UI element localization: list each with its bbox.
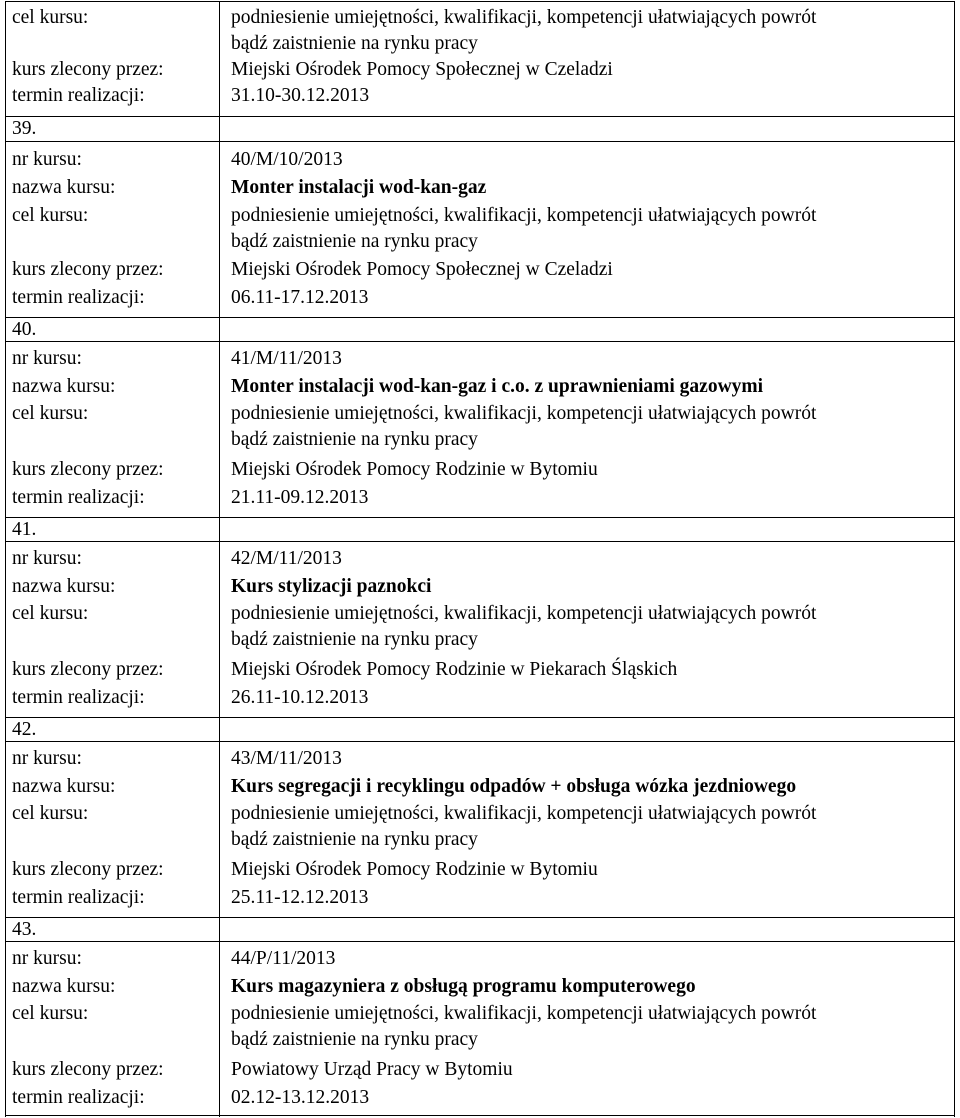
cel-value-line1: podniesienie umiejętności, kwalifikacji, kompetencji ułatwiających powrót bbox=[231, 205, 817, 226]
cel-value-line1: podniesienie umiejętności, kwalifikacji, kompetencji ułatwiających powrót bbox=[231, 403, 817, 424]
nazwa-label: nazwa kursu: bbox=[12, 177, 116, 198]
cel-value-line1: podniesienie umiejętności, kwalifikacji, kompetencji ułatwiających powrót bbox=[231, 603, 817, 624]
nazwa-value: Kurs segregacji i recyklingu odpadów + obsługa wózka jezdniowego bbox=[231, 776, 797, 797]
termin-label: termin realizacji: bbox=[12, 287, 145, 308]
course-number: 39. bbox=[12, 118, 37, 139]
termin-label: termin realizacji: bbox=[12, 687, 145, 708]
termin-label: termin realizacji: bbox=[12, 887, 145, 908]
cel-label: cel kursu: bbox=[12, 1003, 89, 1024]
termin-value: 21.11-09.12.2013 bbox=[231, 487, 369, 508]
table-border-right bbox=[954, 1, 955, 1117]
table-border-bottom bbox=[5, 1115, 955, 1116]
row-divider bbox=[5, 917, 955, 918]
table-border-left bbox=[5, 1, 6, 1117]
cel-label: cel kursu: bbox=[12, 7, 89, 28]
nazwa-value: Kurs magazyniera z obsługą programu komputerowego bbox=[231, 976, 696, 997]
row-divider bbox=[5, 341, 955, 342]
zlecony-value: Miejski Ośrodek Pomocy Rodzinie w Bytomiu bbox=[231, 459, 598, 480]
termin-value: 31.10-30.12.2013 bbox=[231, 85, 370, 106]
zlecony-label: kurs zlecony przez: bbox=[12, 659, 164, 680]
cel-label: cel kursu: bbox=[12, 403, 89, 424]
zlecony-value: Miejski Ośrodek Pomocy Społecznej w Czeladzi bbox=[231, 59, 613, 80]
zlecony-label: kurs zlecony przez: bbox=[12, 859, 164, 880]
course-number: 40. bbox=[12, 319, 37, 340]
course-number: 42. bbox=[12, 719, 37, 740]
nr-value: 43/M/11/2013 bbox=[231, 748, 342, 769]
row-divider bbox=[5, 517, 955, 518]
zlecony-label: kurs zlecony przez: bbox=[12, 1059, 164, 1080]
nazwa-value: Monter instalacji wod-kan-gaz bbox=[231, 177, 487, 198]
termin-value: 26.11-10.12.2013 bbox=[231, 687, 369, 708]
nazwa-value: Monter instalacji wod-kan-gaz i c.o. z uprawnieniami gazowymi bbox=[231, 376, 764, 397]
zlecony-label: kurs zlecony przez: bbox=[12, 459, 164, 480]
nazwa-value: Kurs stylizacji paznokci bbox=[231, 576, 432, 597]
zlecony-value: Miejski Ośrodek Pomocy Rodzinie w Bytomiu bbox=[231, 859, 598, 880]
nr-value: 40/M/10/2013 bbox=[231, 149, 343, 170]
nr-value: 42/M/11/2013 bbox=[231, 548, 342, 569]
termin-value: 25.11-12.12.2013 bbox=[231, 887, 369, 908]
nazwa-label: nazwa kursu: bbox=[12, 976, 116, 997]
nazwa-label: nazwa kursu: bbox=[12, 376, 116, 397]
course-number: 43. bbox=[12, 919, 37, 940]
cel-label: cel kursu: bbox=[12, 603, 89, 624]
zlecony-value: Miejski Ośrodek Pomocy Społecznej w Czeladzi bbox=[231, 259, 613, 280]
cel-value-line1: podniesienie umiejętności, kwalifikacji, kompetencji ułatwiających powrót bbox=[231, 7, 817, 28]
nr-label: nr kursu: bbox=[12, 348, 82, 369]
zlecony-value: Miejski Ośrodek Pomocy Rodzinie w Piekarach Śląskich bbox=[231, 659, 678, 680]
cel-value-line2: bądź zaistnienie na rynku pracy bbox=[231, 829, 478, 850]
row-divider bbox=[5, 717, 955, 718]
row-divider bbox=[5, 116, 955, 117]
nr-label: nr kursu: bbox=[12, 548, 82, 569]
nr-label: nr kursu: bbox=[12, 748, 82, 769]
zlecony-value: Powiatowy Urząd Pracy w Bytomiu bbox=[231, 1059, 513, 1080]
row-divider bbox=[5, 541, 955, 542]
nr-value: 41/M/11/2013 bbox=[231, 348, 342, 369]
zlecony-label: kurs zlecony przez: bbox=[12, 59, 164, 80]
cel-value-line1: podniesienie umiejętności, kwalifikacji, kompetencji ułatwiających powrót bbox=[231, 1003, 817, 1024]
cel-label: cel kursu: bbox=[12, 803, 89, 824]
nr-label: nr kursu: bbox=[12, 948, 82, 969]
cel-value-line1: podniesienie umiejętności, kwalifikacji, kompetencji ułatwiających powrót bbox=[231, 803, 817, 824]
nr-value: 44/P/11/2013 bbox=[231, 948, 336, 969]
nr-label: nr kursu: bbox=[12, 149, 82, 170]
nazwa-label: nazwa kursu: bbox=[12, 776, 116, 797]
termin-label: termin realizacji: bbox=[12, 85, 145, 106]
row-divider bbox=[5, 317, 955, 318]
cel-value-line2: bądź zaistnienie na rynku pracy bbox=[231, 231, 478, 252]
row-divider bbox=[5, 141, 955, 142]
termin-label: termin realizacji: bbox=[12, 487, 145, 508]
course-number: 41. bbox=[12, 519, 37, 540]
cel-value-line2: bądź zaistnienie na rynku pracy bbox=[231, 629, 478, 650]
cel-value-line2: bądź zaistnienie na rynku pracy bbox=[231, 33, 478, 54]
cel-value-line2: bądź zaistnienie na rynku pracy bbox=[231, 429, 478, 450]
table-column-divider bbox=[219, 1, 220, 1117]
cel-label: cel kursu: bbox=[12, 205, 89, 226]
row-divider bbox=[5, 741, 955, 742]
table-border-top bbox=[5, 1, 955, 2]
cel-value-line2: bądź zaistnienie na rynku pracy bbox=[231, 1029, 478, 1050]
nazwa-label: nazwa kursu: bbox=[12, 576, 116, 597]
row-divider bbox=[5, 941, 955, 942]
termin-label: termin realizacji: bbox=[12, 1087, 145, 1108]
termin-value: 02.12-13.12.2013 bbox=[231, 1087, 370, 1108]
zlecony-label: kurs zlecony przez: bbox=[12, 259, 164, 280]
course-table bbox=[5, 1, 955, 1117]
termin-value: 06.11-17.12.2013 bbox=[231, 287, 369, 308]
